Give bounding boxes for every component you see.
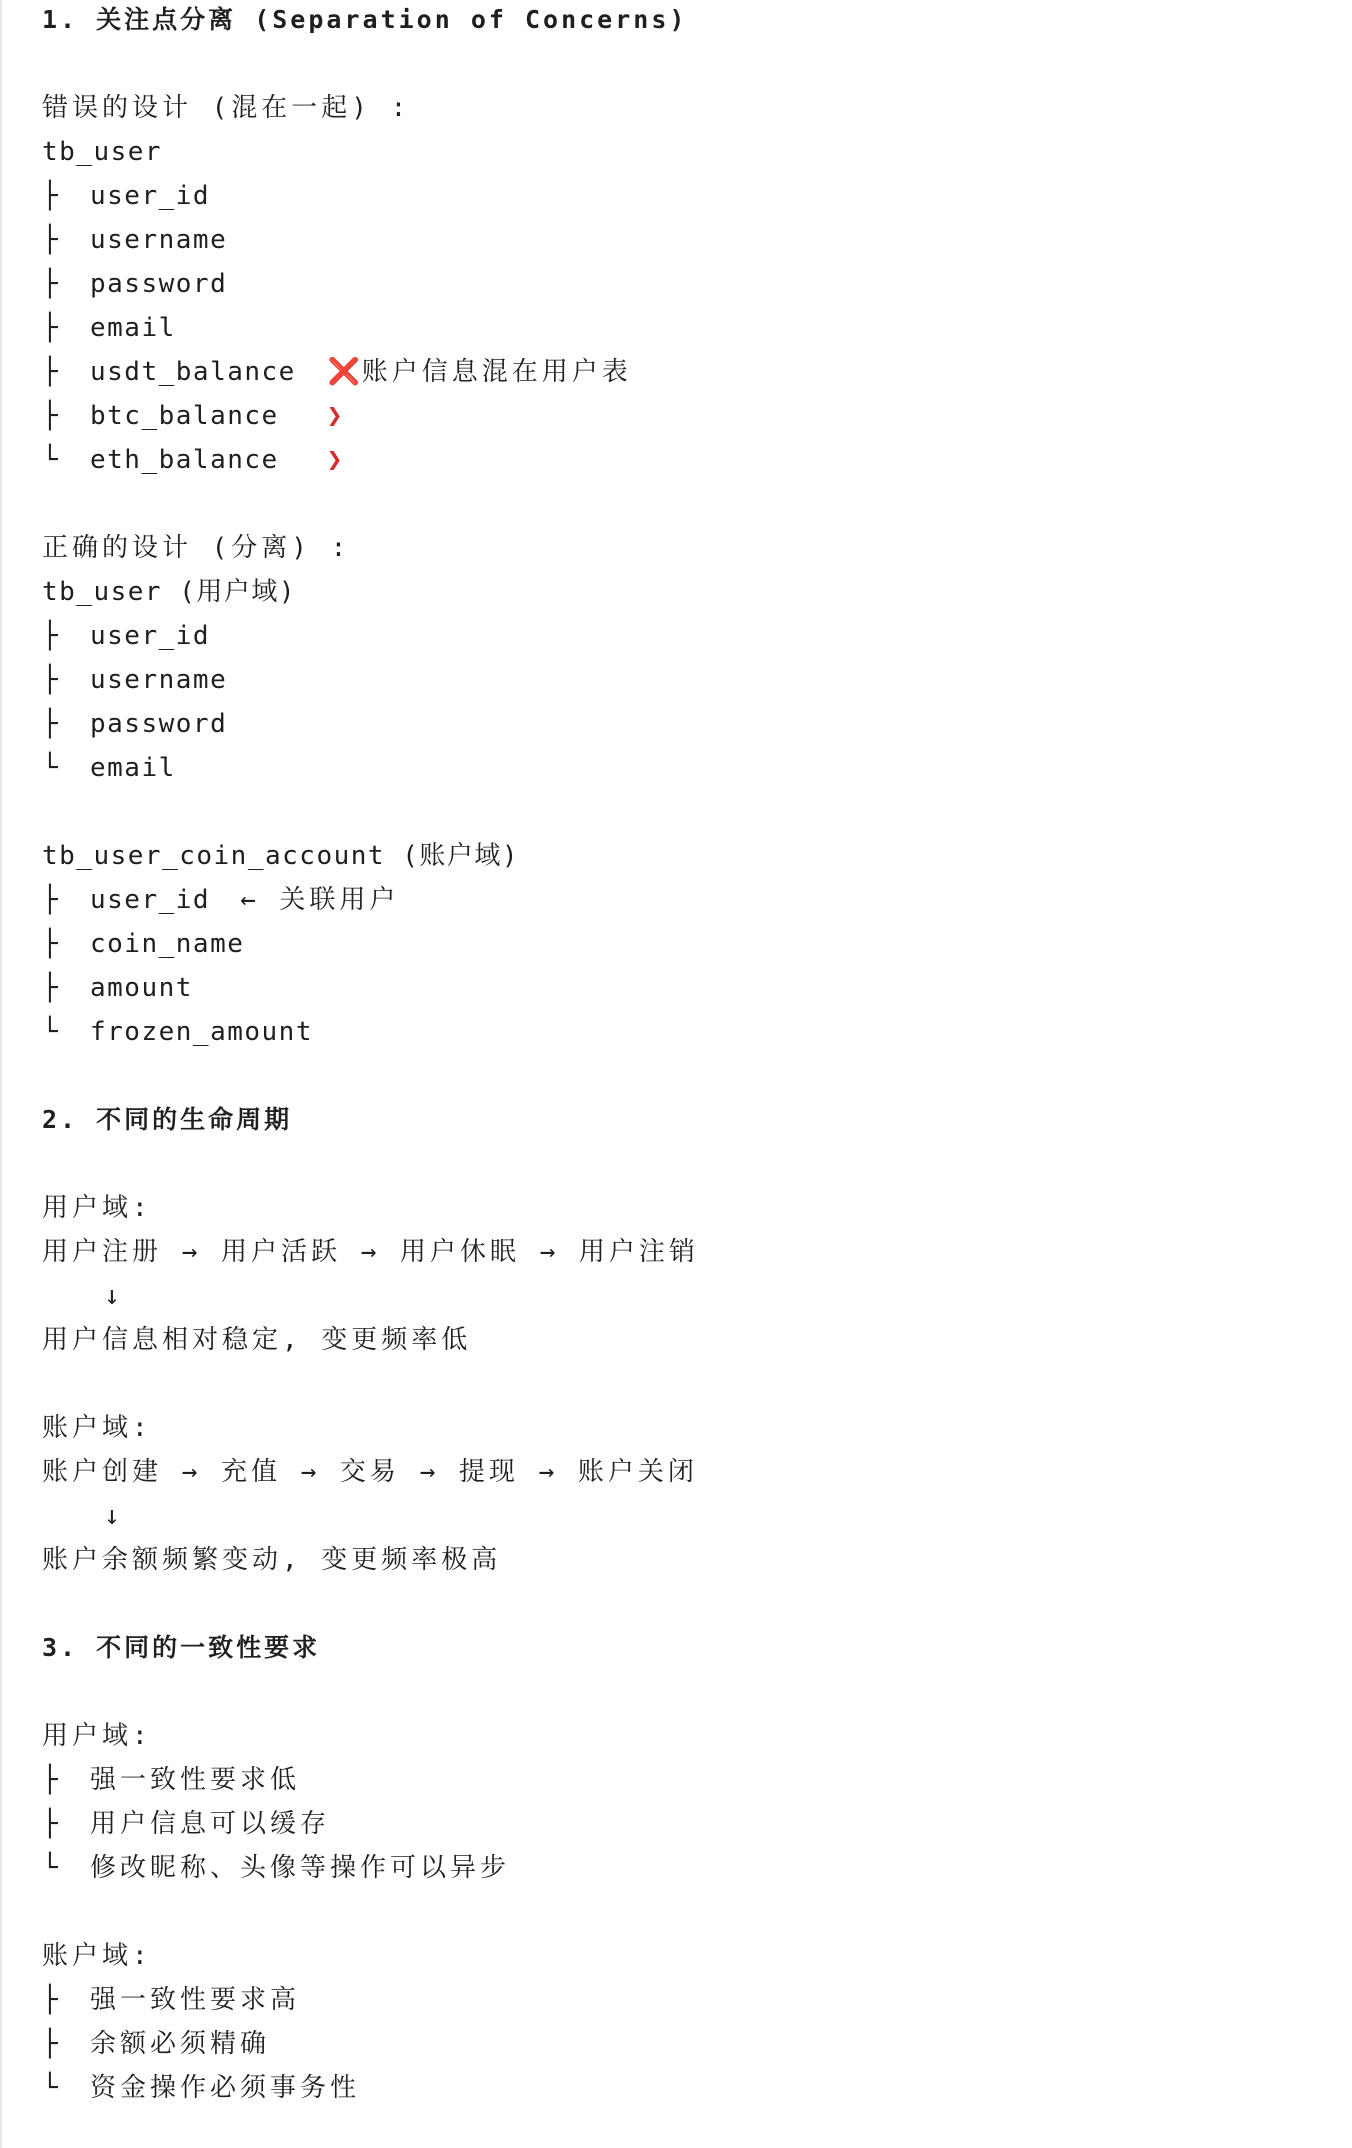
tree-row [42, 966, 193, 1010]
tree-row [42, 218, 227, 262]
tree-row [42, 922, 244, 966]
field-note: 账户信息混在用户表 [361, 357, 632, 387]
tree-branch: ├ [42, 181, 58, 211]
tree-branch: ├ [42, 1765, 58, 1795]
user-table-name: tb_user (用户域) [42, 577, 297, 607]
tree-branch: ├ [42, 357, 58, 387]
down-arrow-icon: ↓ [104, 1281, 120, 1311]
field-name: usdt_balance [90, 357, 296, 387]
tree-branch: └ [42, 1017, 58, 1047]
tree-branch: ├ [42, 973, 58, 1003]
tree-branch: ├ [42, 1985, 58, 2015]
tree-row [42, 174, 210, 218]
tree-row [42, 2022, 270, 2066]
tree-branch: ├ [42, 2029, 58, 2059]
tree-branch: └ [42, 2073, 58, 2103]
left-border [0, 0, 2, 2148]
error-cross-icon: ❌ [327, 357, 362, 387]
field-name: password [90, 269, 228, 299]
tree-branch: ├ [42, 225, 58, 255]
tree-branch: └ [42, 753, 58, 783]
tree-branch: ├ [42, 709, 58, 739]
tree-row [42, 2066, 360, 2110]
item-text: 余额必须精确 [90, 2029, 271, 2059]
tree-branch: ├ [42, 929, 58, 959]
user-lifecycle-flow: 用户注册 → 用户活跃 → 用户休眠 → 用户注销 [42, 1237, 699, 1267]
account-lifecycle-result: 账户余额频繁变动, 变更频率极高 [42, 1545, 502, 1575]
tree-row [42, 394, 344, 438]
user-domain-label: 用户域: [42, 1721, 152, 1751]
field-name: eth_balance [90, 445, 279, 475]
item-text: 修改昵称、头像等操作可以异步 [90, 1853, 511, 1883]
tree-row [42, 746, 176, 790]
tree-branch: └ [42, 1853, 58, 1883]
tree-branch: ├ [42, 313, 58, 343]
tree-row [42, 878, 399, 922]
tree-branch: ├ [42, 621, 58, 651]
field-name: coin_name [90, 929, 245, 959]
user-lifecycle-result: 用户信息相对稳定, 变更频率低 [42, 1325, 472, 1355]
tree-row [42, 614, 210, 658]
item-text: 用户信息可以缓存 [90, 1809, 331, 1839]
account-domain-label: 账户域: [42, 1413, 152, 1443]
tree-branch: ├ [42, 665, 58, 695]
field-name: username [90, 225, 228, 255]
tree-branch: ├ [42, 1809, 58, 1839]
tree-row [42, 1010, 313, 1054]
field-name: email [90, 313, 176, 343]
item-text: 强一致性要求低 [90, 1765, 301, 1795]
wrong-table-name: tb_user [42, 137, 163, 167]
account-lifecycle-flow: 账户创建 → 充值 → 交易 → 提现 → 账户关闭 [42, 1457, 698, 1487]
field-name: password [90, 709, 228, 739]
tree-branch: └ [42, 445, 58, 475]
account-table-name: tb_user_coin_account (账户域) [42, 841, 520, 871]
tree-row [42, 350, 632, 394]
field-name: amount [90, 973, 193, 1003]
field-name: user_id [90, 621, 211, 651]
tree-row [42, 1846, 510, 1890]
tree-row [42, 1802, 330, 1846]
tree-row [42, 702, 227, 746]
tree-row [42, 658, 227, 702]
tree-branch: ├ [42, 885, 58, 915]
tree-row [42, 1978, 300, 2022]
tree-branch: ├ [42, 401, 58, 431]
field-name: email [90, 753, 176, 783]
user-domain-label: 用户域: [42, 1193, 152, 1223]
tree-row [42, 306, 176, 350]
account-domain-label: 账户域: [42, 1941, 152, 1971]
right-design-label: 正确的设计 (分离) : [42, 533, 351, 563]
field-name: user_id [90, 181, 211, 211]
item-text: 资金操作必须事务性 [90, 2073, 361, 2103]
error-chevron-icon: ❯ [326, 401, 344, 431]
tree-row [42, 438, 344, 482]
wrong-design-label: 错误的设计 (混在一起) : [42, 93, 411, 123]
tree-branch: ├ [42, 269, 58, 299]
section-2-title: 2. 不同的生命周期 [42, 1105, 293, 1134]
error-chevron-icon: ❯ [326, 445, 344, 475]
section-1-title: 1. 关注点分离 (Separation of Concerns) [42, 5, 688, 34]
field-note: ← 关联用户 [240, 885, 400, 915]
field-name: username [90, 665, 228, 695]
down-arrow-icon: ↓ [104, 1501, 120, 1531]
field-name: user_id [90, 885, 211, 915]
tree-row [42, 1758, 300, 1802]
section-3-title: 3. 不同的一致性要求 [42, 1633, 321, 1662]
field-name: frozen_amount [90, 1017, 313, 1047]
item-text: 强一致性要求高 [90, 1985, 301, 2015]
field-name: btc_balance [90, 401, 279, 431]
tree-row [42, 262, 227, 306]
